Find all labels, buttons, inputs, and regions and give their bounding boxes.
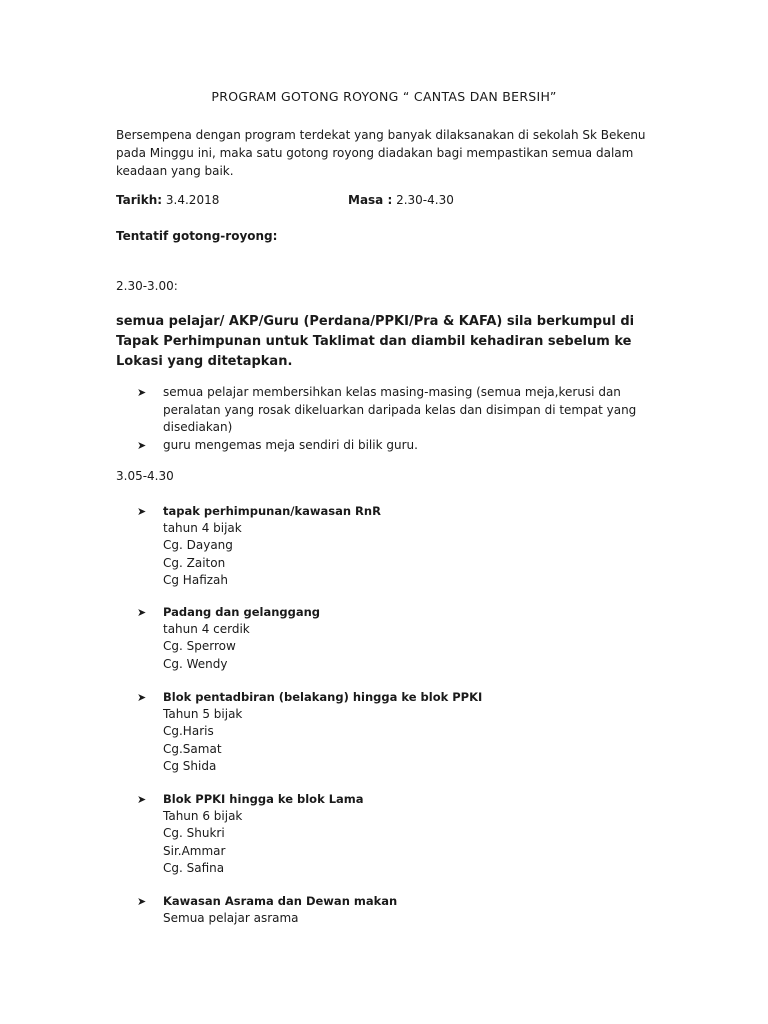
group-member: tahun 4 bijak [163,521,242,536]
group-member: Cg.Samat [163,741,222,756]
group-area: Blok PPKI hingga ke blok Lama [163,792,364,806]
group-member: tahun 4 cerdik [163,622,250,637]
arrow-bullet-icon: ➤ [137,606,147,619]
bullet-text: semua pelajar membersihkan kelas masing-masing (semua meja,kerusi dan peralatan yang rosak dikeluarkan daripada kelas dan disimpan di tempat yang disediakan) [163,385,637,434]
group-heading [137,604,657,621]
intro-paragraph: Bersempena dengan program terdekat yang banyak dilaksanakan di sekolah Sk Bekenu pada Minggu ini, maka satu gotong royong diadakan bagi mempastikan semua dalam keadaan yang baik. [116,128,646,178]
group-member: Cg Shida [163,758,217,773]
list-item [137,437,657,455]
session1-time: 2.30-3.00: [116,279,178,293]
group-area: Blok pentadbiran (belakang) hingga ke blok PPKI [163,690,483,704]
group-area: tapak perhimpunan/kawasan RnR [163,504,381,518]
group-member: Tahun 6 bijak [163,809,243,824]
tarikh-label: Tarikh: [116,193,163,207]
tarikh-row [116,193,219,207]
group-member: Cg. Zaiton [163,555,226,570]
masa-row [348,193,454,207]
arrow-bullet-icon: ➤ [137,386,147,399]
group-asrama [137,893,657,927]
group-member: Cg. Dayang [163,538,233,553]
group-member: Cg. Safina [163,860,225,875]
arrow-bullet-icon: ➤ [137,505,147,518]
session1-paragraph: semua pelajar/ AKP/Guru (Perdana/PPKI/Pra & KAFA) sila berkumpul di Tapak Perhimpunan untuk Taklimat dan diambil kehadiran sebelum ke Lokasi yang ditetapkan. [116,314,635,369]
arrow-bullet-icon: ➤ [137,793,147,806]
tentatif-heading: Tentatif gotong-royong: [116,229,278,243]
group-heading [137,503,657,520]
group-area: Kawasan Asrama dan Dewan makan [163,894,398,908]
group-heading [137,893,657,910]
arrow-bullet-icon: ➤ [137,895,147,908]
group-padang [137,604,657,673]
list-item [137,384,657,437]
group-member: Cg Hafizah [163,572,229,587]
masa-value: 2.30-4.30 [392,193,454,207]
group-member: Tahun 5 bijak [163,707,243,722]
session1-bullet-list [137,384,657,454]
group-area: Padang dan gelanggang [163,605,321,619]
document-title: PROGRAM GOTONG ROYONG “ CANTAS DAN BERSIH” [211,89,557,104]
group-member: Cg. Wendy [163,656,228,671]
group-member: Cg. Sperrow [163,639,236,654]
masa-label: Masa : [348,193,393,207]
session2-time: 3.05-4.30 [116,469,174,483]
group-ppki [137,791,657,877]
bullet-text: guru mengemas meja sendiri di bilik guru. [163,437,418,452]
tarikh-value: 3.4.2018 [162,193,220,207]
group-heading [137,689,657,706]
group-member: Semua pelajar asrama [163,911,299,926]
group-member: Sir.Ammar [163,843,226,858]
group-heading [137,791,657,808]
group-member: Cg.Haris [163,724,214,739]
group-rnr [137,503,657,589]
arrow-bullet-icon: ➤ [137,691,147,704]
group-pentadbiran [137,689,657,775]
group-member: Cg. Shukri [163,826,225,841]
arrow-bullet-icon: ➤ [137,438,147,452]
